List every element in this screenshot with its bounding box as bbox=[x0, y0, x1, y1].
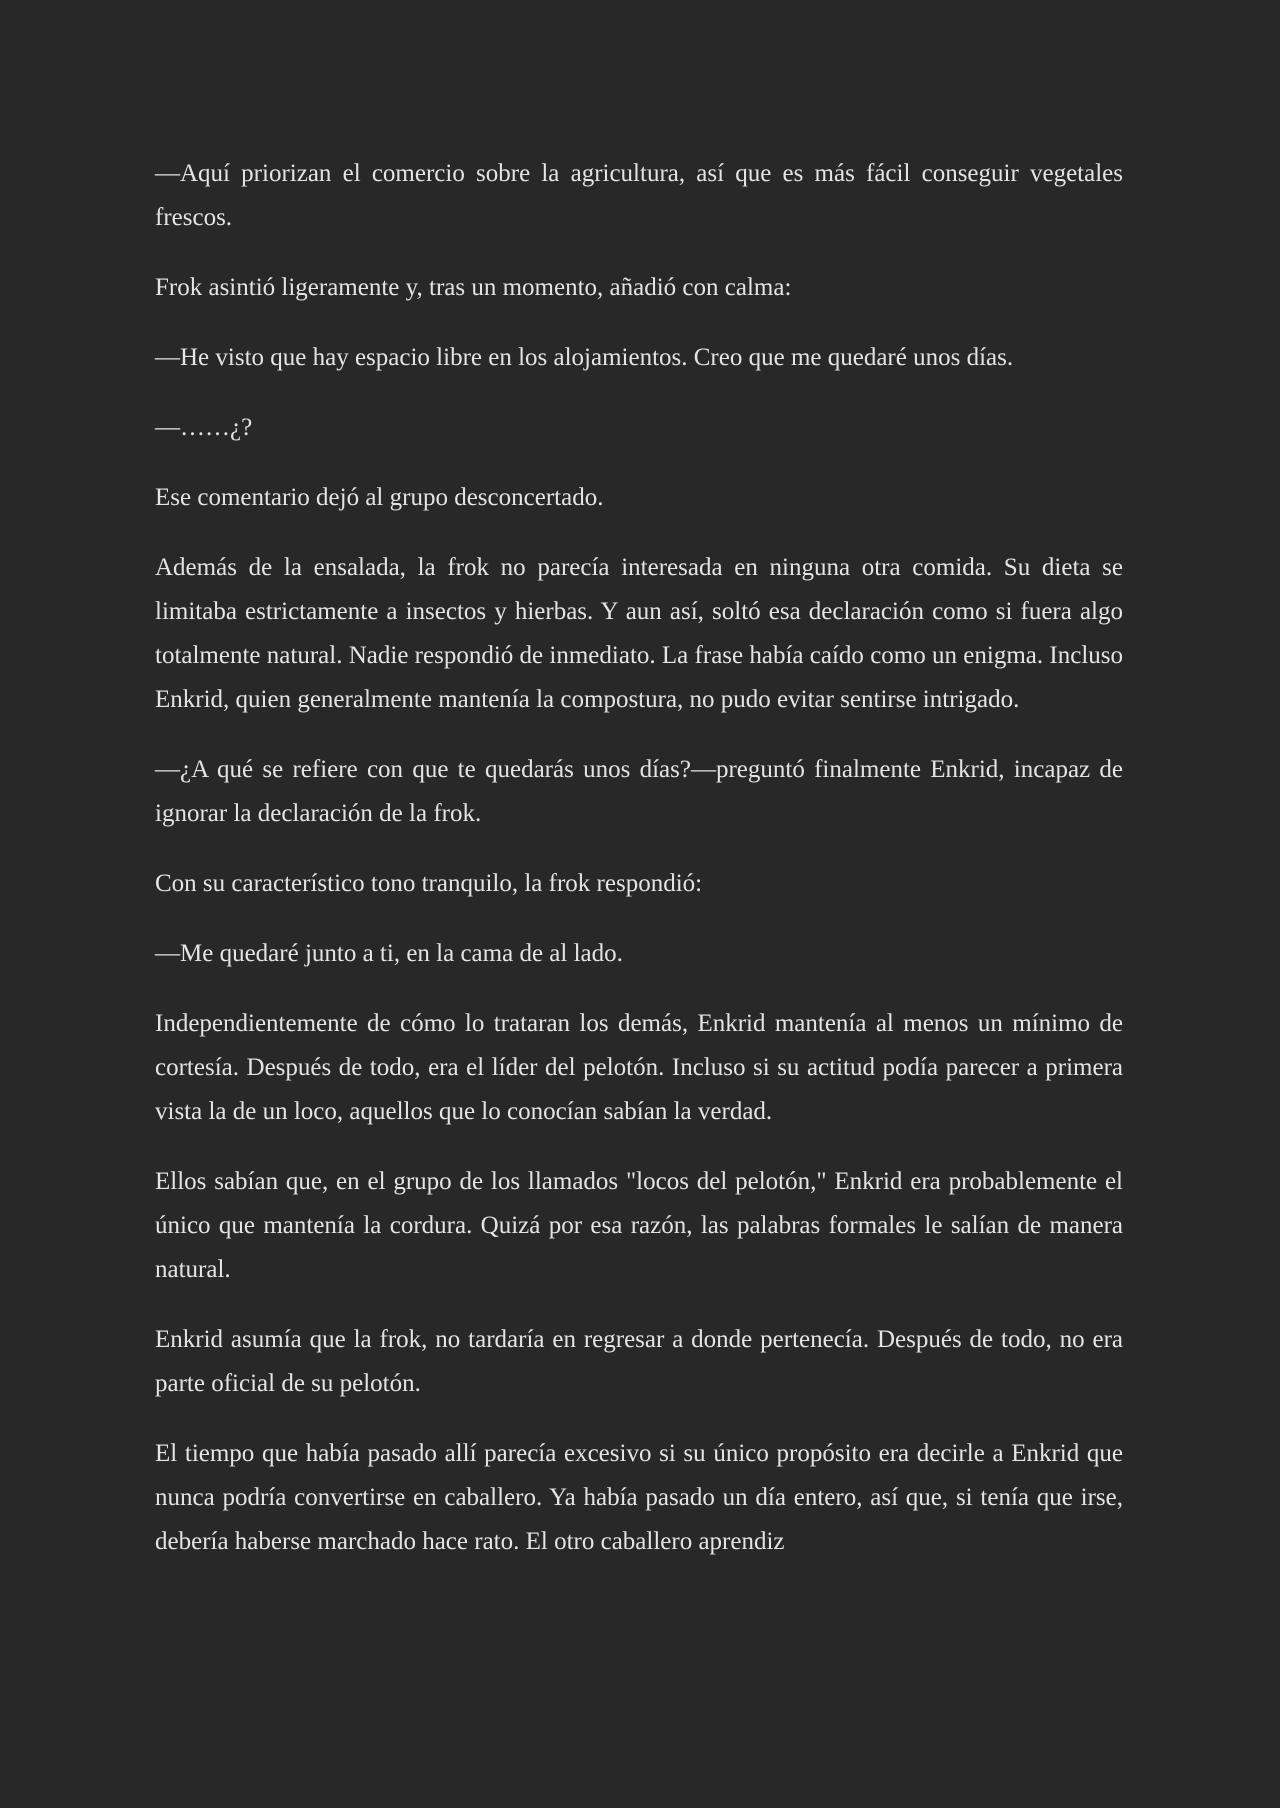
paragraph: —Me quedaré junto a ti, en la cama de al lado. bbox=[155, 940, 623, 967]
paragraph: Independientemente de cómo lo trataran los demás, Enkrid mantenía al menos un mínimo de cortesía. Después de todo, era el líder del pelotón. Incluso si su actitud podía parecer a primera vista la de un loco, aquellos que lo conocían sabían la verdad. bbox=[155, 1010, 1123, 1125]
paragraph: Frok asintió ligeramente y, tras un momento, añadió con calma: bbox=[155, 274, 792, 301]
paragraph: Ese comentario dejó al grupo desconcertado. bbox=[155, 484, 604, 511]
paragraph: El tiempo que había pasado allí parecía excesivo si su único propósito era decirle a Enkrid que nunca podría convertirse en caballero. Ya había pasado un día entero, así que, si tenía que irse, debería haberse marchado hace rato. El otro caballero aprendiz bbox=[155, 1440, 1123, 1555]
paragraph: Ellos sabían que, en el grupo de los llamados "locos del pelotón," Enkrid era probablemente el único que mantenía la cordura. Quizá por esa razón, las palabras formales le salían de manera natural. bbox=[155, 1168, 1123, 1283]
paragraph: —……¿? bbox=[155, 414, 253, 441]
paragraph: Además de la ensalada, la frok no parecía interesada en ninguna otra comida. Su dieta se limitaba estrictamente a insectos y hierbas. Y aun así, soltó esa declaración como si fuera algo totalmente natural. Nadie respondió de inmediato. La frase había caído como un enigma. Incluso Enkrid, quien generalmente mantenía la compostura, no pudo evitar sentirse intrigado. bbox=[155, 554, 1123, 713]
paragraph: Enkrid asumía que la frok, no tardaría en regresar a donde pertenecía. Después de todo, no era parte oficial de su pelotón. bbox=[155, 1326, 1123, 1397]
paragraph: —He visto que hay espacio libre en los alojamientos. Creo que me quedaré unos días. bbox=[155, 344, 1014, 371]
reader-page bbox=[155, 152, 1123, 1590]
paragraph: —¿A qué se refiere con que te quedarás unos días?—preguntó finalmente Enkrid, incapaz de ignorar la declaración de la frok. bbox=[155, 756, 1123, 827]
paragraph: —Aquí priorizan el comercio sobre la agricultura, así que es más fácil conseguir vegetales frescos. bbox=[155, 160, 1123, 231]
paragraph: Con su característico tono tranquilo, la frok respondió: bbox=[155, 870, 703, 897]
